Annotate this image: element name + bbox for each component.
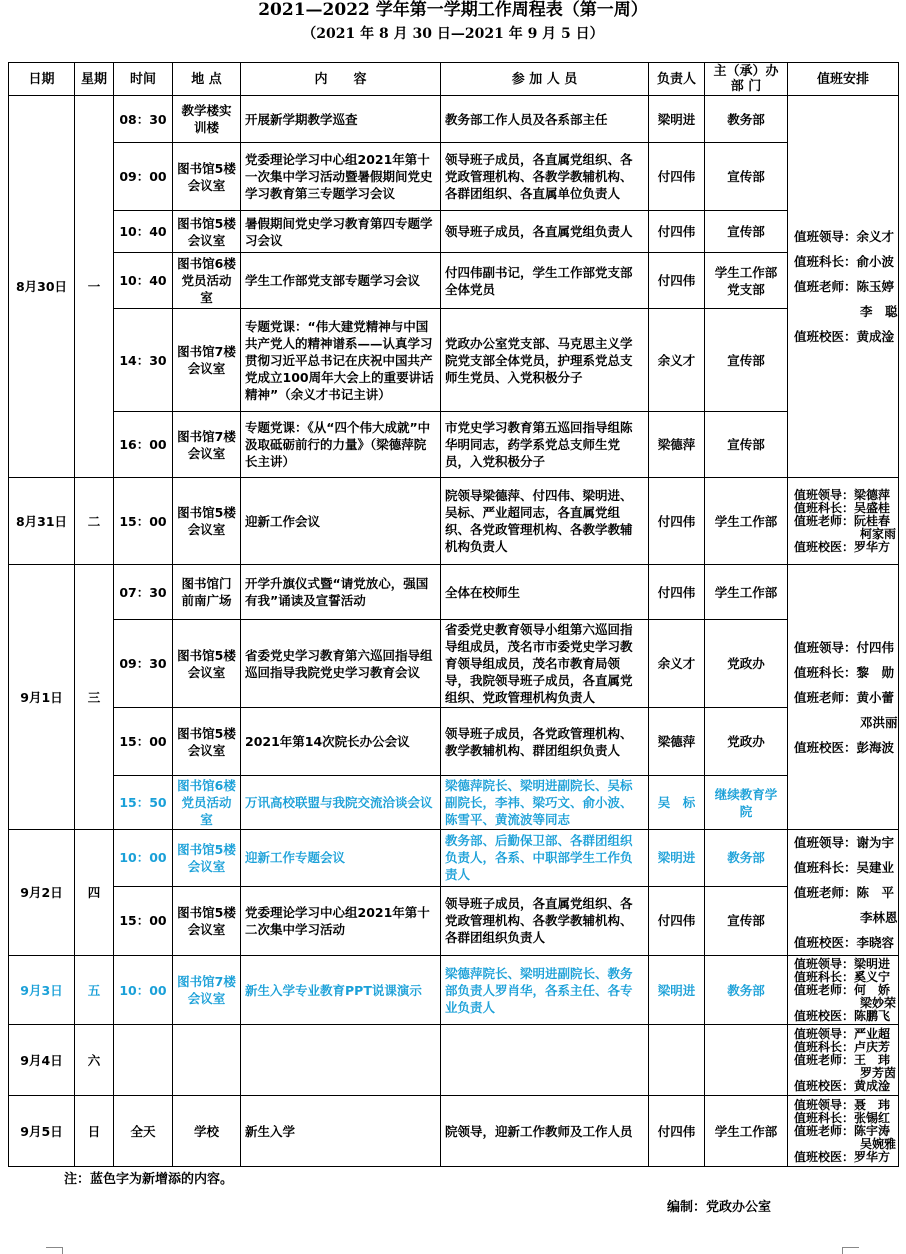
dept-cell: 宣传部 [705,143,788,211]
duty-line: 李林恩 [860,910,898,925]
dept-cell: 学生工作部党支部 [705,253,788,309]
duty-line: 值班领导：梁明进 [794,956,891,971]
duty-line: 值班老师：何 娇 [794,982,891,997]
time-cell: 15：00 [114,478,173,565]
duty-line: 值班校医：罗华方 [794,539,891,554]
duty-roster-cell [788,956,899,1025]
content-cell: 2021年第14次院长办公会议 [241,708,441,776]
table-header-row [9,63,899,96]
lead-cell: 余义才 [649,309,705,412]
lead-cell: 梁明进 [649,956,705,1025]
content-cell: 新生入学 [241,1096,441,1167]
duty-line: 值班老师：黄小蕾 [794,689,895,705]
col-header-time: 时间 [114,63,173,96]
dept-cell: 党政办 [705,620,788,708]
duty-roster-cell [788,565,899,830]
dept-cell: 教务部 [705,956,788,1025]
participants-cell: 领导班子成员，各党政管理机构、教学教辅机构、群团组织负责人 [441,708,649,776]
dept-cell: 宣传部 [705,211,788,253]
date-cell: 9月4日 [9,1025,75,1096]
duty-line: 值班科长：俞小波 [794,254,895,269]
table-row [9,776,899,830]
place-cell: 图书馆6楼党员活动室 [173,253,241,309]
table-row [9,708,899,776]
duty-roster-cell [788,96,899,478]
content-cell: 迎新工作专题会议 [241,830,441,887]
table-row [9,309,899,412]
dept-cell: 宣传部 [705,412,788,478]
col-header-place: 地 点 [173,63,241,96]
participants-cell: 教务部、后勤保卫部、各群团组织负责人，各系、中职部学生工作负责人 [441,830,649,887]
time-cell: 15：00 [114,886,173,955]
participants-cell: 梁德萍院长、梁明进副院长、教务部负责人罗肖华，各系主任、各专业负责人 [441,956,649,1025]
participants-cell: 梁德萍院长、梁明进副院长、吴标副院长，李祎、梁巧文、俞小波、陈雪平、黄流波等同志 [441,776,649,830]
place-cell: 学校 [173,1096,241,1167]
lead-cell: 付四伟 [649,478,705,565]
time-cell: 10：40 [114,211,173,253]
lead-cell: 付四伟 [649,565,705,620]
duty-roster-cell [788,1096,899,1167]
content-cell: 专题党课：“伟大建党精神与中国共产党人的精神谱系——认真学习贯彻习近平总书记在庆祝中国共产党成立100周年大会上的重要讲话精神”（余义才书记主讲） [241,309,441,412]
weekly-schedule-table [8,62,899,1167]
content-cell: 专题党课：《从“四个伟大成就”中汲取砥砺前行的力量》（梁德萍院长主讲） [241,412,441,478]
lead-cell: 梁德萍 [649,412,705,478]
dept-cell: 教务部 [705,830,788,887]
date-cell: 9月3日 [9,956,75,1025]
time-cell: 07：30 [114,565,173,620]
weekday-cell: 二 [75,478,114,565]
place-cell: 教学楼实训楼 [173,96,241,143]
place-cell: 图书馆5楼会议室 [173,708,241,776]
col-header-content: 内 容 [241,63,441,96]
duty-line: 值班校医：李晓容 [794,935,895,950]
duty-line: 值班老师：陈玉婷 [794,279,895,294]
lead-cell: 付四伟 [649,143,705,211]
table-row [9,253,899,309]
duty-roster-cell [788,478,899,565]
table-row [9,1025,899,1096]
participants-cell: 教务部工作人员及各系部主任 [441,96,649,143]
page-title: 2021—2022 学年第一学期工作周程表（第一周） [258,0,648,20]
duty-line: 值班科长：奚义宁 [794,969,891,984]
lead-cell: 付四伟 [649,886,705,955]
duty-line: 值班校医：黄成淦 [794,329,895,344]
lead-cell: 余义才 [649,620,705,708]
duty-line: 值班领导：聂 玮 [794,1097,891,1112]
duty-line: 值班老师：王 玮 [794,1052,891,1067]
duty-line: 值班科长：黎 勋 [794,664,895,680]
dept-cell [705,1025,788,1096]
place-cell: 图书馆7楼会议室 [173,309,241,412]
table-row [9,96,899,143]
table-row [9,478,899,565]
col-header-date: 日期 [9,63,75,96]
time-cell: 10：40 [114,253,173,309]
table-row [9,143,899,211]
content-cell: 新生入学专业教育PPT说课演示 [241,956,441,1025]
time-cell: 全天 [114,1096,173,1167]
duty-line: 柯家雨 [860,526,897,541]
lead-cell: 梁明进 [649,830,705,887]
date-cell: 9月1日 [9,565,75,830]
duty-line: 梁妙荣 [860,995,897,1010]
place-cell: 图书馆5楼会议室 [173,478,241,565]
footnote: 注：蓝色字为新增添的内容。 [64,1172,234,1187]
duty-roster-cell [788,830,899,956]
time-cell: 16：00 [114,412,173,478]
table-row [9,830,899,887]
duty-line: 值班老师：阮桂春 [794,513,891,528]
content-cell: 开展新学期教学巡查 [241,96,441,143]
weekday-cell: 四 [75,830,114,956]
duty-line: 值班老师：陈 平 [794,885,895,900]
time-cell: 10：00 [114,830,173,887]
place-cell [173,1025,241,1096]
participants-cell: 省委党史教育领导小组第六巡回指导组成员，茂名市市委党史学习教育领导组成员，茂名市教育局领导，我院领导班子成员，各直属党组织、党政管理机构负责人 [441,620,649,708]
participants-cell: 市党史学习教育第五巡回指导组陈华明同志，药学系党总支师生党员，入党积极分子 [441,412,649,478]
content-cell: 万讯高校联盟与我院交流洽谈会议 [241,776,441,830]
content-cell: 迎新工作会议 [241,478,441,565]
table-row [9,620,899,708]
col-header-dept: 主（承）办部 门 [705,63,788,96]
dept-cell: 学生工作部 [705,478,788,565]
duty-line: 李 聪 [860,304,898,319]
weekday-cell: 日 [75,1096,114,1167]
participants-cell: 党政办公室党支部、马克思主义学院党支部全体党员，护理系党总支师生党员、入党积极分子 [441,309,649,412]
time-cell: 15：00 [114,708,173,776]
dept-cell: 教务部 [705,96,788,143]
place-cell: 图书馆5楼会议室 [173,620,241,708]
duty-line: 值班科长：张锡红 [794,1110,891,1125]
col-header-weekday: 星期 [75,63,114,96]
duty-line: 值班领导：余义才 [794,229,895,244]
date-cell: 8月30日 [9,96,75,478]
duty-line: 值班校医：黄成淦 [794,1078,891,1093]
place-cell: 图书馆5楼会议室 [173,211,241,253]
place-cell: 图书馆6楼党员活动室 [173,776,241,830]
date-cell: 9月5日 [9,1096,75,1167]
dept-cell: 宣传部 [705,309,788,412]
table-row [9,956,899,1025]
content-cell: 省委党史学习教育第六巡回指导组巡回指导我院党史学习教育会议 [241,620,441,708]
content-cell: 学生工作部党支部专题学习会议 [241,253,441,309]
time-cell: 15：50 [114,776,173,830]
time-cell [114,1025,173,1096]
place-cell: 图书馆7楼会议室 [173,412,241,478]
participants-cell: 院领导梁德萍、付四伟、梁明进、吴标、严业超同志，各直属党组织、各党政管理机构、各教学教辅机构负责人 [441,478,649,565]
participants-cell: 付四伟副书记，学生工作部党支部全体党员 [441,253,649,309]
content-cell [241,1025,441,1096]
participants-cell: 领导班子成员，各直属党组负责人 [441,211,649,253]
duty-line: 值班领导：严业超 [794,1026,891,1041]
place-cell: 图书馆5楼会议室 [173,143,241,211]
weekday-cell: 一 [75,96,114,478]
editor-credit: 编制：党政办公室 [667,1200,772,1215]
participants-cell: 院领导，迎新工作教师及工作人员 [441,1096,649,1167]
col-header-lead: 负责人 [649,63,705,96]
date-range-subtitle: （2021 年 8 月 30 日—2021 年 9 月 5 日） [302,26,604,42]
table-row [9,886,899,955]
table-row [9,412,899,478]
participants-cell: 领导班子成员，各直属党组织、各党政管理机构、各教学教辅机构、各群团组织、各直属单位负责人 [441,143,649,211]
lead-cell: 付四伟 [649,1096,705,1167]
time-cell: 09：30 [114,620,173,708]
time-cell: 09：00 [114,143,173,211]
content-cell: 开学升旗仪式暨“请党放心，强国有我”诵读及宣誓活动 [241,565,441,620]
weekday-cell: 三 [75,565,114,830]
date-cell: 9月2日 [9,830,75,956]
time-cell: 10：00 [114,956,173,1025]
duty-line: 值班领导：梁德萍 [794,487,891,502]
table-row [9,565,899,620]
duty-line: 值班校医：罗华方 [794,1149,891,1164]
date-cell: 8月31日 [9,478,75,565]
lead-cell: 付四伟 [649,211,705,253]
dept-cell: 学生工作部 [705,1096,788,1167]
lead-cell: 吴 标 [649,776,705,830]
place-cell: 图书馆7楼会议室 [173,956,241,1025]
duty-line: 邓洪丽 [860,714,898,730]
content-cell: 党委理论学习中心组2021年第十二次集中学习活动 [241,886,441,955]
place-cell: 图书馆门前南广场 [173,565,241,620]
lead-cell: 梁明进 [649,96,705,143]
lead-cell: 梁德萍 [649,708,705,776]
col-header-duty: 值班安排 [788,63,899,96]
dept-cell: 继续教育学院 [705,776,788,830]
duty-roster-cell [788,1025,899,1096]
participants-cell: 全体在校师生 [441,565,649,620]
duty-line: 值班领导：付四伟 [794,639,895,655]
participants-cell: 领导班子成员，各直属党组织、各党政管理机构、各教学教辅机构、各群团组织负责人 [441,886,649,955]
content-cell: 党委理论学习中心组2021年第十一次集中学习活动暨暑假期间党史学习教育第三专题学习会议 [241,143,441,211]
duty-line: 吴婉雅 [860,1136,897,1151]
time-cell: 14：30 [114,309,173,412]
lead-cell: 付四伟 [649,253,705,309]
duty-line: 罗芳茵 [860,1065,897,1080]
dept-cell: 党政办 [705,708,788,776]
duty-line: 值班科长：卢庆芳 [794,1039,891,1054]
weekday-cell: 五 [75,956,114,1025]
time-cell: 08：30 [114,96,173,143]
duty-line: 值班老师：陈宇涛 [794,1123,891,1138]
duty-line: 值班科长：吴建业 [794,860,895,875]
table-row [9,211,899,253]
place-cell: 图书馆5楼会议室 [173,886,241,955]
place-cell: 图书馆5楼会议室 [173,830,241,887]
table-row [9,1096,899,1167]
dept-cell: 学生工作部 [705,565,788,620]
weekday-cell: 六 [75,1025,114,1096]
content-cell: 暑假期间党史学习教育第四专题学习会议 [241,211,441,253]
duty-line: 值班校医：陈鹏飞 [794,1008,891,1023]
dept-cell: 宣传部 [705,886,788,955]
duty-line: 值班校医：彭海波 [794,739,895,755]
col-header-participants: 参 加 人 员 [441,63,649,96]
lead-cell [649,1025,705,1096]
participants-cell [441,1025,649,1096]
duty-line: 值班科长：吴盛桂 [794,500,891,515]
duty-line: 值班领导：谢为宇 [794,835,895,850]
